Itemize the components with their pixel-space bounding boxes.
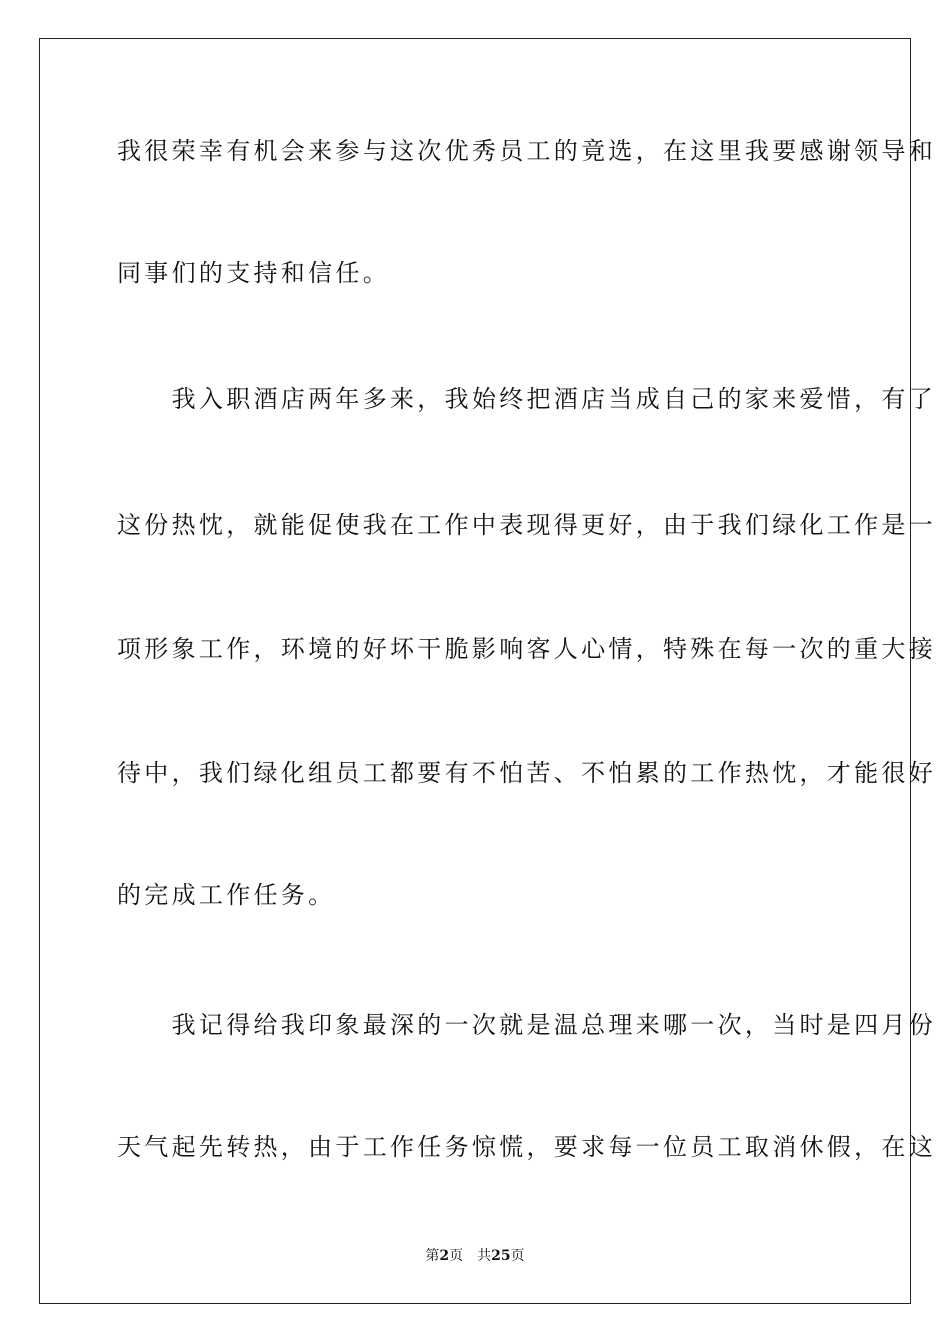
page-border (39, 38, 936, 1304)
footer-page-suffix: 页 (449, 1248, 464, 1264)
text-line-9: 天气起先转热，由于工作任务惊慌，要求每一位员工取消休假，在这 (117, 1133, 936, 1161)
text-line-8: 我记得给我印象最深的一次就是温总理来哪一次，当时是四月份 (117, 1011, 936, 1039)
text-line-6: 待中，我们绿化组员工都要有不怕苦、不怕累的工作热忱，才能很好 (117, 759, 936, 787)
text-line-1: 我很荣幸有机会来参与这次优秀员工的竟选，在这里我要感谢领导和 (117, 137, 936, 165)
text-line-3: 我入职酒店两年多来，我始终把酒店当成自己的家来爱惜，有了 (117, 385, 936, 413)
footer-page-prefix: 第 (425, 1248, 440, 1264)
page-footer (0, 1247, 950, 1265)
footer-total-prefix: 共 (477, 1248, 492, 1264)
text-line-4: 这份热忱，就能促使我在工作中表现得更好，由于我们绿化工作是一 (117, 511, 936, 539)
footer-total-suffix: 页 (510, 1248, 525, 1264)
footer-total-pages: 25 (491, 1248, 511, 1264)
text-line-7: 的完成工作任务。 (117, 881, 336, 909)
text-line-2: 同事们的支持和信任。 (117, 259, 390, 287)
footer-page-number: 2 (439, 1248, 450, 1264)
text-line-5: 项形象工作，环境的好坏干脆影响客人心情，特殊在每一次的重大接 (117, 635, 936, 663)
